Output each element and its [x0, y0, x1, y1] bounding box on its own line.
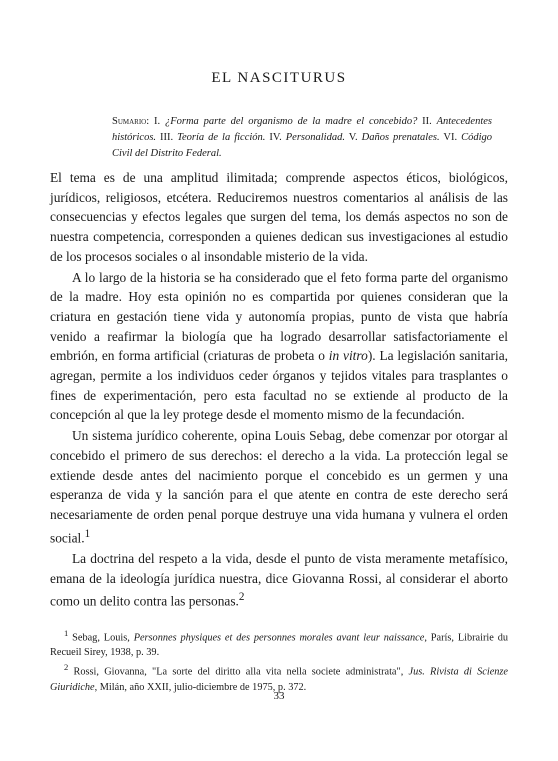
- page-number: 33: [273, 690, 285, 702]
- paragraph: El tema es de una amplitud ilimitada; comprende aspectos éticos, biológicos, jurídicos, religiosos, etcétera. Reduciremos nuestros comentarios al análisis de las consecuencias y efectos legales que surgen del tema, los demás aspectos no son de nuestra competencia, corresponden a quienes dedican sus investigaciones al estudio de los procesos sociales o al insondable misterio de la vida.: [50, 170, 508, 264]
- paragraph-text: ). La legislación sanitaria, agregan, permite a los individuos ceder órganos y tejidos vitales para trasplantes o fines de experimentación, pero esta facultad no se extiende al producto de la concepción al que la ley protege desde el momento mismo de la fecundación.: [50, 348, 508, 423]
- footnote-text: Sebag, Louis,: [68, 632, 134, 644]
- footnote-number: 2: [64, 662, 69, 673]
- footnote-title: Jus. Rivista di Scienze Giuridiche: [50, 666, 508, 693]
- summary-item: Antecedentes históricos.: [112, 116, 493, 143]
- paragraph-text: A lo largo de la historia se ha considerado que el feto forma parte del organismo de la madre. Hoy esta opinión no es compartida por quienes consideran que la criatura en gestación tiene vida y autonomía propias, punto de vista que habría venido a reafirmar la biología que ha logrado desarrollar satisfactoriamente el embrión, en forma artificial (criaturas de probeta o: [50, 269, 508, 364]
- paragraph-italic: in vitro: [328, 348, 368, 364]
- footnote-title: Personnes physiques et des personnes morales avant leur naissance: [133, 632, 425, 644]
- summary-item: ¿Forma parte del organismo de la madre el concebido?: [164, 116, 418, 127]
- summary-item: Daños prenatales.: [361, 132, 440, 143]
- footnote-text: , París, Librairie du Recueil Sirey, 1938, p. 39.: [50, 632, 508, 659]
- footnote: [50, 626, 508, 660]
- summary-text: II.: [417, 116, 437, 127]
- paragraph: [50, 426, 508, 548]
- paragraph-text: Un sistema jurídico coherente, opina Louis Sebag, debe comenzar por otorgar al concebido el primero de sus derechos: el derecho a la vida. La protección legal se extiende desde antes del nacimiento porque el concebido es un germen y una esperanza de vida y la sanción para el que atente en contra de este derecho será necesariamente de orden penal porque destruye una vida humana y vulnera el orden social.: [50, 428, 508, 546]
- summary-text: I.: [153, 116, 165, 127]
- summary-item: Personalidad.: [285, 132, 345, 143]
- chapter-title: EL NASCITURUS: [211, 70, 347, 86]
- summary-item: Código Civil del Distrito Federal.: [112, 132, 492, 159]
- summary-label: Sumario:: [112, 116, 150, 127]
- footnote-ref[interactable]: 1: [84, 527, 91, 540]
- chapter-summary: [112, 114, 492, 162]
- footnote-ref[interactable]: 2: [238, 591, 245, 604]
- paragraph: [50, 549, 508, 612]
- summary-text: V.: [344, 132, 362, 143]
- summary-text: VI.: [439, 132, 462, 143]
- footnote-text: Rossi, Giovanna, "La sorte del diritto alla vita nella societe administrata",: [68, 666, 409, 678]
- summary-text: III.: [156, 132, 178, 143]
- footnotes: [50, 626, 508, 695]
- footnote-text: , Milán, año XXII, julio-diciembre de 1975, p. 372.: [94, 681, 307, 693]
- summary-item: Teoría de la ficción.: [177, 132, 266, 143]
- paragraph-text: La doctrina del respeto a la vida, desde el punto de vista meramente metafísico, emana de la ideología jurídica nuestra, dice Giovanna Rossi, al considerar el aborto como un delito contra las personas.: [50, 550, 508, 609]
- body-text: [50, 168, 508, 612]
- paragraph: [50, 268, 508, 426]
- summary-text: IV.: [265, 132, 286, 143]
- footnote-number: 1: [64, 628, 69, 638]
